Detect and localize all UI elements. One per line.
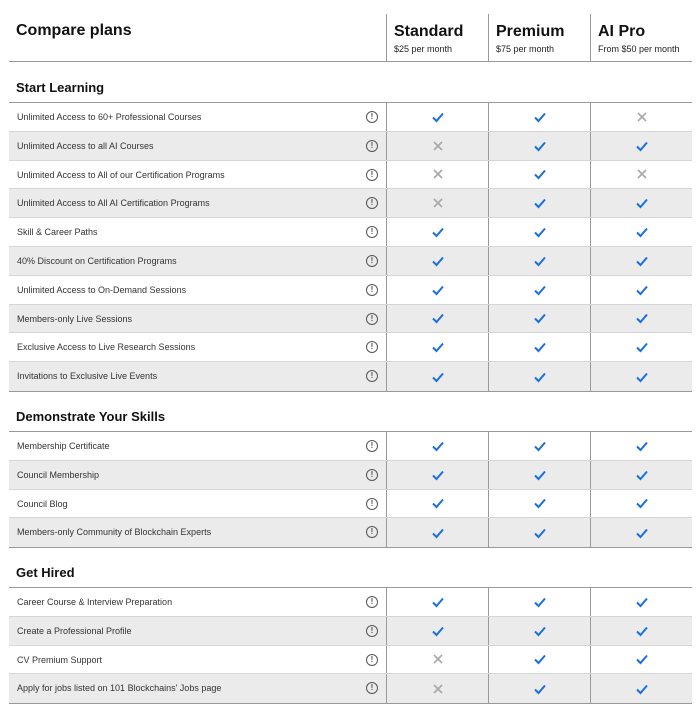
info-icon[interactable]: ! [366,370,378,382]
plan-cell-ai-pro [590,132,692,160]
checkmark-icon [431,468,445,482]
checkmark-icon [533,526,547,540]
plan-cell-ai-pro [590,490,692,518]
info-icon[interactable]: ! [366,111,378,123]
plan-cell-standard [386,132,488,160]
checkmark-icon [533,496,547,510]
plan-cell-standard [386,518,488,547]
feature-label: Members-only Community of Blockchain Experts [17,527,212,538]
plan-cell-premium [488,617,590,645]
plan-cell-ai-pro [590,461,692,489]
plan-cell-ai-pro [590,218,692,246]
info-icon[interactable]: ! [366,255,378,267]
plan-cell-premium [488,247,590,275]
feature-row [9,305,692,334]
plan-ai-pro [590,14,692,62]
feature-cell [9,132,386,160]
plan-cell-premium [488,432,590,460]
plan-cell-ai-pro [590,103,692,131]
checkmark-icon [635,595,649,609]
plan-cell-premium [488,646,590,674]
plan-cell-premium [488,333,590,361]
checkmark-icon [635,468,649,482]
plan-cell-premium [488,189,590,217]
checkmark-icon [431,370,445,384]
feature-row [9,161,692,190]
checkmark-icon [533,468,547,482]
checkmark-icon [533,254,547,268]
feature-cell [9,362,386,391]
plan-cell-premium [488,518,590,547]
checkmark-icon [635,370,649,384]
checkmark-icon [635,225,649,239]
plan-cell-ai-pro [590,161,692,189]
feature-row [9,218,692,247]
checkmark-icon [431,526,445,540]
feature-row [9,276,692,305]
checkmark-icon [533,139,547,153]
feature-cell [9,646,386,674]
plan-name: Premium [496,23,565,40]
info-icon[interactable]: ! [366,498,378,510]
checkmark-icon [431,283,445,297]
plan-cell-premium [488,132,590,160]
plan-cell-standard [386,362,488,391]
checkmark-icon [635,496,649,510]
plan-cell-standard [386,490,488,518]
feature-label: Unlimited Access to all AI Courses [17,140,154,151]
plan-cell-standard [386,432,488,460]
feature-label: Unlimited Access to 60+ Professional Courses [17,112,202,122]
feature-label: Skill & Career Paths [17,227,98,238]
feature-cell [9,218,386,246]
plan-cell-premium [488,218,590,246]
plan-cell-ai-pro [590,189,692,217]
checkmark-icon [431,110,445,124]
plan-cell-ai-pro [590,674,692,703]
info-icon[interactable]: ! [366,654,378,666]
plan-cell-premium [488,276,590,304]
section-title: Start Learning [16,80,105,95]
plan-cell-ai-pro [590,518,692,547]
checkmark-icon [533,167,547,181]
checkmark-icon [431,624,445,638]
checkmark-icon [635,196,649,210]
plan-cell-standard [386,305,488,333]
cross-icon [635,167,649,181]
feature-row [9,461,692,490]
plan-cell-ai-pro [590,362,692,391]
feature-cell [9,333,386,361]
feature-cell [9,674,386,703]
feature-label: Create a Professional Profile [17,625,132,636]
checkmark-icon [533,196,547,210]
cross-icon [431,139,445,153]
feature-label: Invitations to Exclusive Live Events [17,371,158,382]
plan-premium [488,14,590,62]
plan-cell-premium [488,362,590,391]
plan-cell-standard [386,276,488,304]
info-icon[interactable]: ! [366,596,378,608]
feature-cell [9,103,386,131]
plan-cell-ai-pro [590,276,692,304]
feature-row [9,674,692,703]
plan-cell-ai-pro [590,646,692,674]
feature-row [9,103,692,132]
plan-cell-standard [386,247,488,275]
checkmark-icon [533,682,547,696]
plan-cell-standard [386,333,488,361]
header-divider [9,61,692,62]
info-icon[interactable]: ! [366,341,378,353]
checkmark-icon [635,139,649,153]
checkmark-icon [533,225,547,239]
info-icon[interactable]: ! [366,440,378,452]
cross-icon [635,110,649,124]
info-icon[interactable]: ! [366,313,378,325]
checkmark-icon [533,439,547,453]
info-icon[interactable]: ! [366,197,378,209]
cross-icon [431,167,445,181]
feature-label: Unlimited Access to All of our Certification Programs [17,169,225,180]
feature-table [9,587,692,704]
plan-cell-premium [488,305,590,333]
feature-cell [9,432,386,460]
checkmark-icon [635,682,649,696]
plan-cell-ai-pro [590,617,692,645]
feature-cell [9,305,386,333]
plan-name: AI Pro [598,23,646,40]
checkmark-icon [635,340,649,354]
plan-cell-standard [386,617,488,645]
checkmark-icon [431,439,445,453]
plan-cell-ai-pro [590,588,692,616]
feature-row [9,432,692,461]
feature-label: Members-only Live Sessions [17,313,133,324]
feature-cell [9,518,386,547]
plan-cell-premium [488,461,590,489]
feature-cell [9,588,386,616]
info-icon[interactable]: ! [366,284,378,296]
plan-price: From $50 per month [598,44,680,54]
cross-icon [431,682,445,696]
feature-label: Membership Certificate [17,441,110,451]
checkmark-icon [635,283,649,297]
info-icon[interactable]: ! [366,469,378,481]
checkmark-icon [431,225,445,239]
plans-header [0,0,700,62]
feature-row [9,490,692,519]
feature-label: Exclusive Access to Live Research Sessions [17,342,196,353]
feature-row [9,247,692,276]
plan-cell-ai-pro [590,247,692,275]
feature-label: Unlimited Access to All AI Certification Programs [17,198,210,209]
page-title: Compare plans [16,22,132,39]
feature-row [9,362,692,391]
info-icon[interactable]: ! [366,526,378,538]
checkmark-icon [431,311,445,325]
plan-cell-standard [386,103,488,131]
plan-price: $25 per month [394,44,453,54]
plan-cell-standard [386,461,488,489]
plan-cell-standard [386,674,488,703]
plan-cell-standard [386,189,488,217]
plan-cell-premium [488,490,590,518]
feature-label: Council Blog [17,498,68,509]
plan-cell-premium [488,588,590,616]
plan-cell-ai-pro [590,305,692,333]
feature-row [9,617,692,646]
feature-cell [9,276,386,304]
feature-label: Apply for jobs listed on 101 Blockchains' Jobs page [17,683,222,694]
plan-cell-standard [386,588,488,616]
feature-label: 40% Discount on Certification Programs [17,255,177,266]
cross-icon [431,652,445,666]
checkmark-icon [635,526,649,540]
info-icon[interactable]: ! [366,226,378,238]
feature-label: Council Membership [17,469,100,480]
checkmark-icon [635,311,649,325]
checkmark-icon [533,624,547,638]
info-icon[interactable]: ! [366,140,378,152]
feature-row [9,132,692,161]
checkmark-icon [533,340,547,354]
plan-cell-ai-pro [590,432,692,460]
info-icon[interactable]: ! [366,169,378,181]
checkmark-icon [431,254,445,268]
checkmark-icon [431,595,445,609]
plan-cell-ai-pro [590,333,692,361]
info-icon[interactable]: ! [366,625,378,637]
feature-cell [9,247,386,275]
feature-row [9,646,692,675]
plan-price: $75 per month [496,44,555,54]
checkmark-icon [533,311,547,325]
info-icon[interactable]: ! [366,682,378,694]
feature-row [9,588,692,617]
feature-row [9,333,692,362]
feature-table [9,431,692,548]
feature-label: Unlimited Access to On-Demand Sessions [17,284,187,295]
checkmark-icon [431,496,445,510]
checkmark-icon [533,595,547,609]
checkmark-icon [533,110,547,124]
feature-cell [9,617,386,645]
feature-cell [9,490,386,518]
checkmark-icon [635,439,649,453]
plan-cell-premium [488,161,590,189]
section-title: Get Hired [16,565,75,580]
checkmark-icon [635,624,649,638]
plan-cell-premium [488,103,590,131]
feature-row [9,189,692,218]
checkmark-icon [635,652,649,666]
plan-standard [386,14,488,62]
cross-icon [431,196,445,210]
feature-row [9,518,692,547]
plan-name: Standard [394,23,464,40]
feature-label: CV Premium Support [17,654,103,665]
checkmark-icon [533,652,547,666]
feature-label: Career Course & Interview Preparation [17,597,173,607]
feature-table [9,102,692,392]
feature-cell [9,461,386,489]
checkmark-icon [635,254,649,268]
checkmark-icon [431,340,445,354]
checkmark-icon [533,370,547,384]
plan-cell-premium [488,674,590,703]
feature-cell [9,189,386,217]
feature-cell [9,161,386,189]
plan-cell-standard [386,161,488,189]
section-title: Demonstrate Your Skills [16,409,166,424]
plan-cell-standard [386,218,488,246]
checkmark-icon [533,283,547,297]
plan-cell-standard [386,646,488,674]
